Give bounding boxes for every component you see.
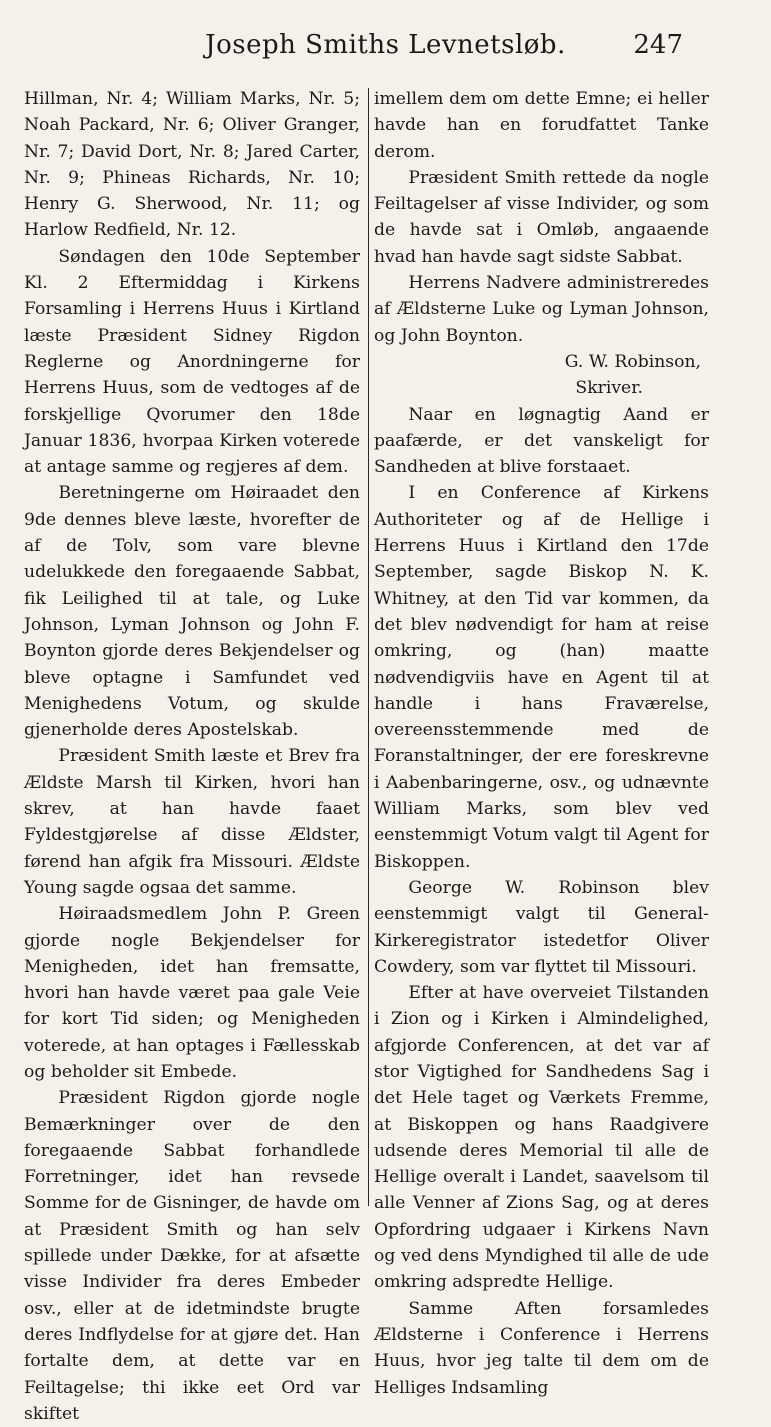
paragraph: Høiraadsmedlem John P. Green gjorde nogle Bekjendelser for Menigheden, idet han fremsatte, hvori han havde været paa gale Veie for kort Tid siden; og Menigheden voterede, at han optages i Fællesskab og beholder sit Embede. [24, 904, 360, 1082]
paragraph: imellem dem om dette Emne; ei heller havde han en forudfattet Tanke derom. [374, 89, 709, 162]
page-number: 247 [633, 30, 683, 60]
running-title: Joseph Smiths Levnetsløb. [205, 30, 566, 60]
paragraph: Hillman, Nr. 4; William Marks, Nr. 5; Noah Packard, Nr. 6; Oliver Granger, Nr. 7; David Dort, Nr. 8; Jared Carter, Nr. 9; Phineas Richards, Nr. 10; Henry G. Sherwood, Nr. 11; og Harlow Redfield, Nr. 12. [24, 89, 360, 241]
paragraph: Herrens Nadvere administreredes af Ældsterne Luke og Lyman Johnson, og John Boynton. [374, 273, 709, 346]
paragraph: Efter at have overveiet Tilstanden i Zion og i Kirken i Almindelighed, afgjorde Conferencen, at det var af stor Vigtighed for Sandhedens Sag i det Hele taget og Værkets Fremme, at Biskoppen og hans Raadgivere udsende deres Memorial til alle de Hellige overalt i Landet, saavelsom til alle Venner af Zions Sag, og at deres Opfordring udgaaer i Kirkens Navn og ved dens Myndighed til alle de ude omkring adspredte Hellige. [374, 983, 709, 1293]
paragraph: Beretningerne om Høiraadet den 9de dennes bleve læste, hvorefter de af de Tolv, som vare blevne udelukkede den foregaaende Sabbat, fik Leilighed til at tale, og Luke Johnson, Lyman Johnson og John F. Boynton gjorde deres Bekjendelser og bleve optagne i Samfundet ved Menighedens Votum, og skulde gjenerholde deres Apostelskab. [24, 483, 360, 741]
paragraph: Naar en løgnagtig Aand er paafærde, er det vanskeligt for Sandheden at blive forstaaet. [374, 404, 709, 478]
signature-title: Skriver. [575, 378, 643, 399]
signature-name: G. W. Robinson, [564, 351, 701, 372]
paragraph: George W. Robinson blev eenstemmigt valgt til General-Kirkeregistrator istedetfor Oliver Cowdery, som var flyttet til Missouri. [374, 877, 709, 977]
paragraph: Præsident Smith rettede da nogle Feiltagelser af visse Individer, og som de havde sat i Omløb, angaaende hvad han havde sagt sidste Sabbat. [374, 167, 709, 267]
left-column [24, 86, 360, 1427]
paragraph: Præsident Smith læste et Brev fra Ældste Marsh til Kirken, hvori han skrev, at han havde faaet Fyldestgjørelse af disse Ældster, førend han afgik fra Missouri. Ældste Young sagde ogsaa det samme. [24, 746, 360, 898]
column-divider [368, 88, 369, 1206]
paragraph: Søndagen den 10de September Kl. 2 Eftermiddag i Kirkens Forsamling i Herrens Huus i Kirtland læste Præsident Sidney Rigdon Reglerne og Anordningerne for Herrens Huus, som de vedtoges af de forskjellige Qvorumer den 18de Januar 1836, hvorpaa Kirken voterede at antage samme og regjeres af dem. [24, 246, 360, 478]
right-column [374, 86, 709, 1401]
paragraph: I en Conference af Kirkens Authoriteter og af de Hellige i Herrens Huus i Kirtland den 17de September, sagde Biskop N. K. Whitney, at den Tid var kommen, da det blev nødvendigt for ham at reise omkring, og (han) maatte nødvendigviis have en Agent til at handle i hans Fraværelse, overeensstemmende med de Foranstaltninger, der ere foreskrevne i Aabenbaringerne, osv., og udnævnte William Marks, som blev ved eenstemmigt Votum valgt til Agent for Biskoppen. [374, 483, 709, 872]
page-header [0, 30, 771, 74]
paragraph: Samme Aften forsamledes Ældsterne i Conference i Herrens Huus, hvor jeg talte til dem om de Helliges Indsamling [374, 1298, 709, 1398]
paragraph: Præsident Rigdon gjorde nogle Bemærkninger over de den foregaaende Sabbat forhandlede Forretninger, idet han revsede Somme for de Gisninger, de havde om at Præsident Smith og han selv spillede under Dække, for at afsætte visse Individer fra deres Embeder osv., eller at de idetmindste brugte deres Indflydelse for at gjøre det. Han fortalte dem, at dette var en Feiltagelse; thi ikke eet Ord var skiftet [24, 1088, 360, 1424]
